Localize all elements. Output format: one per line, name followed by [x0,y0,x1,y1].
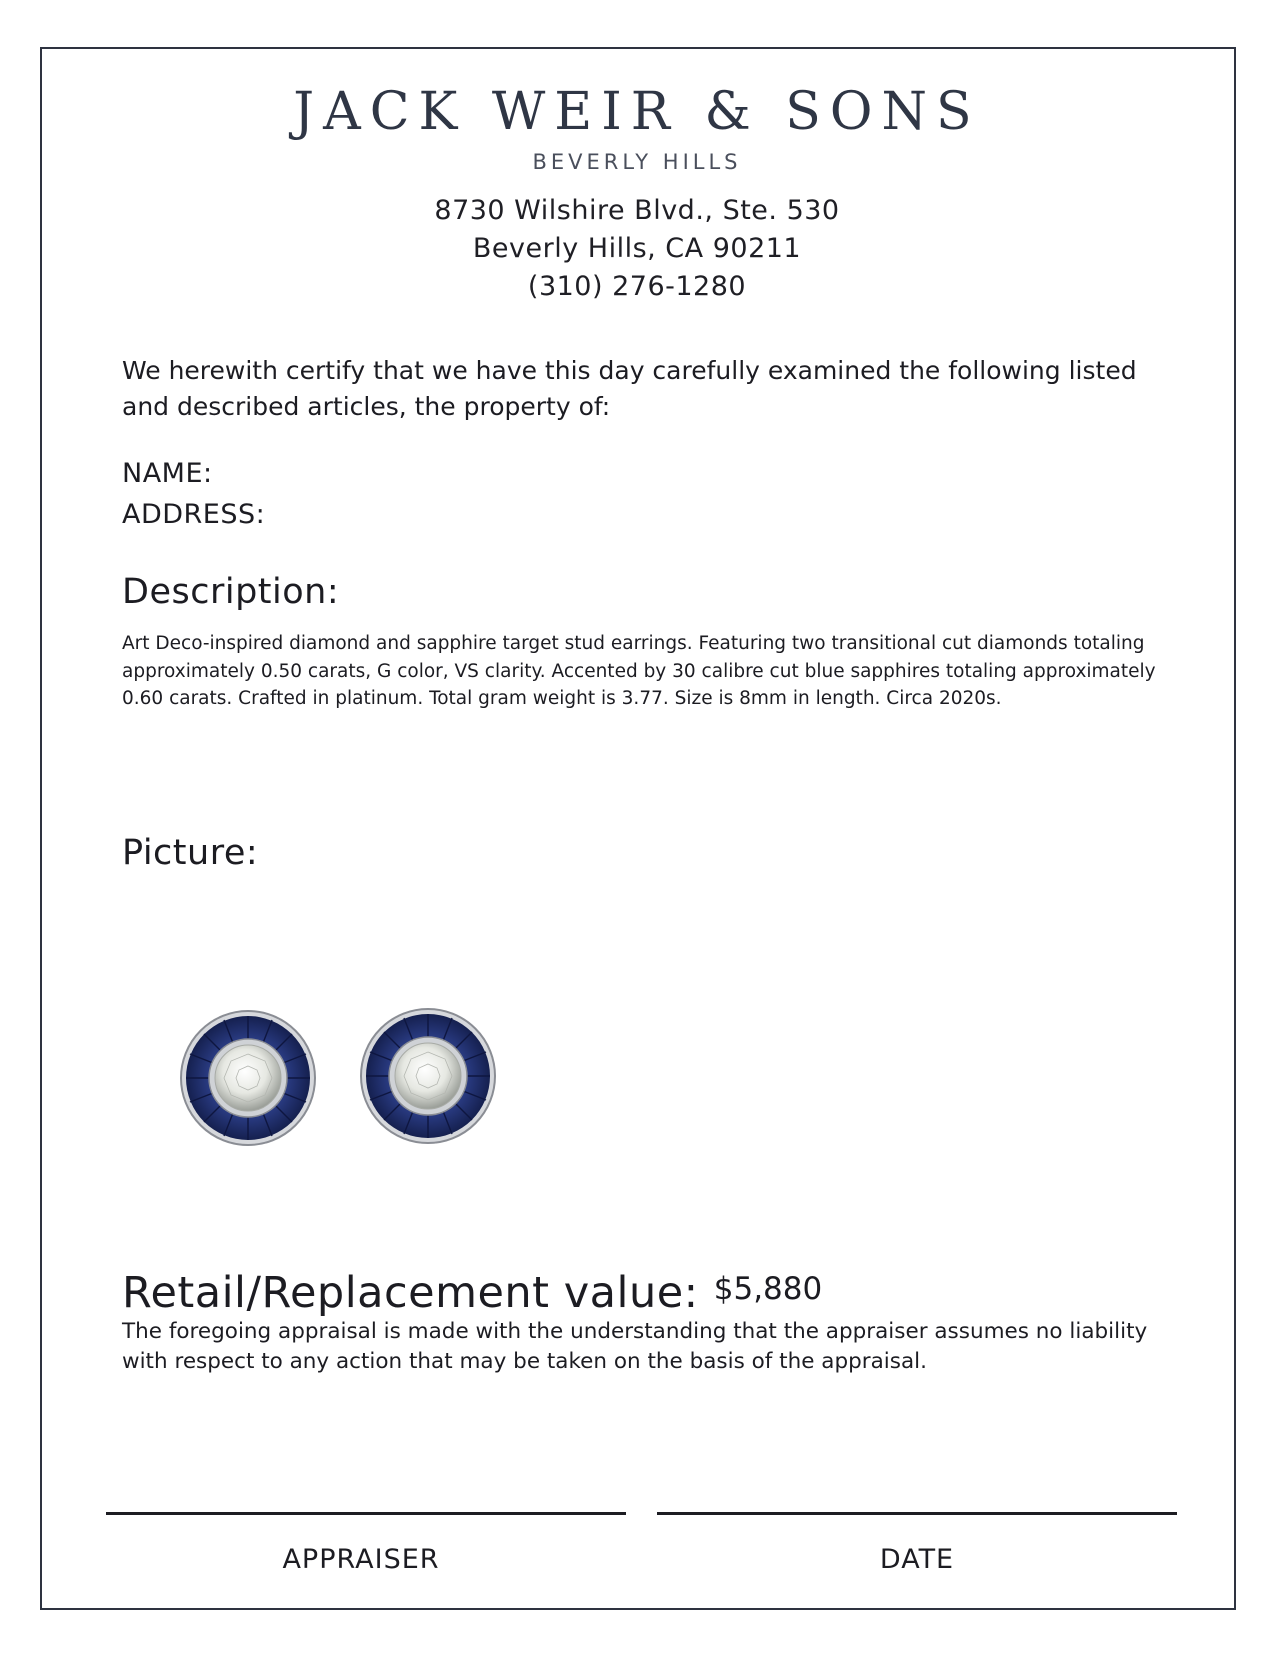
brand-name: JACK WEIR & SONS [293,82,981,142]
description-heading: Description: [122,572,340,612]
valuation-row [122,1268,822,1318]
date-label: DATE [879,1544,955,1575]
owner-address-label: ADDRESS: [122,499,266,530]
left-earring [181,1011,315,1145]
owner-name-label: NAME: [122,458,213,489]
description-text: Art Deco-inspired diamond and sapphire target stud earrings. Featuring two transitional cut diamonds totaling approximately 0.50 carats, G color, VS clarity. Accented by 30 calibre cut blue sapphires totaling approximately 0.60 carats. Crafted in platinum. Total gram weight is 3.77. Size is 8mm in length. Circa 2020s. [122,633,1156,709]
valuation-amount: $5,880 [713,1271,823,1307]
appraiser-signature-line [106,1512,626,1515]
phone-number: (310) 276-1280 [527,271,747,302]
picture-heading: Picture: [122,833,259,873]
date-signature-line [657,1512,1177,1515]
disclaimer-text: The foregoing appraisal is made with the understanding that the appraiser assumes no liability with respect to any action that may be taken on the basis of the appraisal. [122,1319,1148,1374]
right-earring [361,1009,495,1143]
earrings-photo [170,998,510,1158]
address-line-2: Beverly Hills, CA 90211 [472,233,802,264]
valuation-label: Retail/Replacement value: [122,1268,699,1318]
certification-statement: We herewith certify that we have this day carefully examined the following listed and described articles, the property of: [122,356,1137,421]
brand-location: BEVERLY HILLS [532,150,742,174]
appraiser-label: APPRAISER [282,1544,440,1575]
address-line-1: 8730 Wilshire Blvd., Ste. 530 [434,195,840,226]
